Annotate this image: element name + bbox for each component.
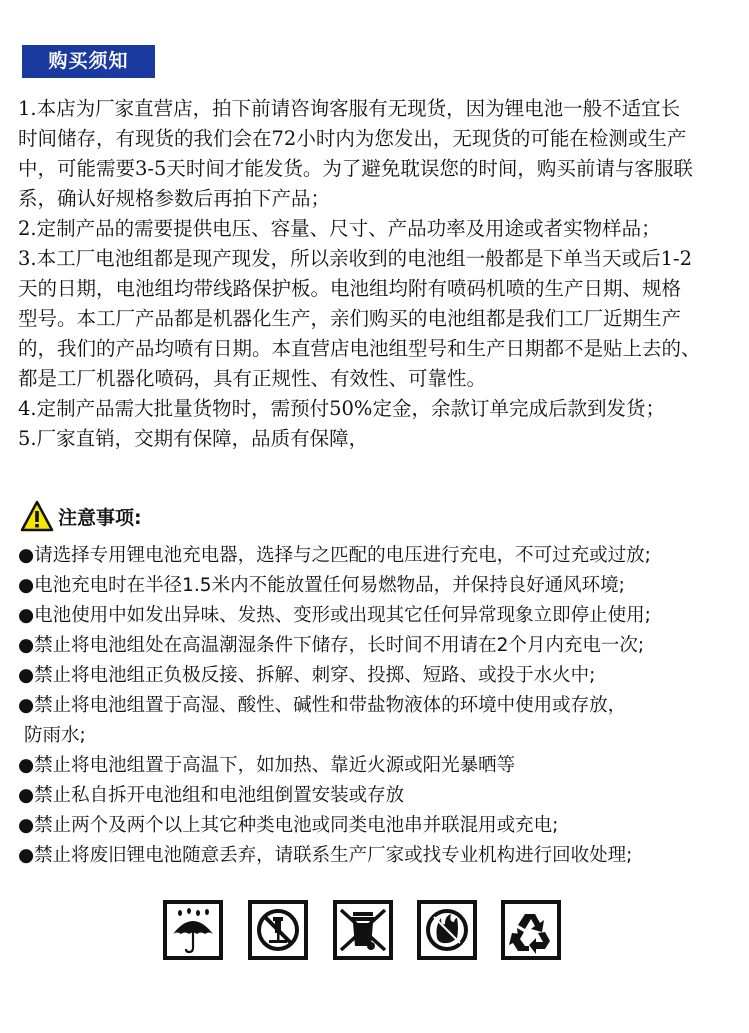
no-fire-icon	[417, 900, 477, 960]
notice-line: 的，我们的产品均喷有日期。本直营店电池组型号和生产日期都不是贴上去的、	[18, 337, 701, 360]
section-title-purchase-notice: 购买须知	[22, 45, 155, 78]
recycle-icon	[501, 900, 561, 960]
caution-item: ●请选择专用锂电池充电器，选择与之匹配的电压进行充电，不可过充或过放;	[18, 545, 651, 566]
no-disassembly-icon	[248, 900, 308, 960]
caution-item: ●禁止将电池组置于高温下，如加热、靠近火源或阳光暴晒等	[18, 755, 516, 776]
caution-item: ●电池使用中如发出异味、发热、变形或出现其它任何异常现象立即停止使用;	[18, 605, 651, 626]
no-trash-bin-icon	[333, 900, 393, 960]
notice-line: 1.本店为厂家直营店，拍下前请咨询客服有无现货，因为锂电池一般不适宜长	[18, 97, 681, 120]
notice-line: 系，确认好规格参数后再拍下产品；	[18, 187, 331, 210]
caution-item: ●禁止将电池组置于高湿、酸性、碱性和带盐物液体的环境中使用或存放，	[18, 695, 627, 716]
notice-line: 3.本工厂电池组都是现产现发，所以亲收到的电池组一般都是下单当天或后1-2	[18, 247, 693, 270]
cautions-title: 注意事项:	[58, 506, 142, 529]
warning-triangle-icon	[20, 500, 54, 532]
caution-item: ●禁止私自拆开电池组和电池组倒置安装或存放	[18, 785, 405, 806]
caution-item: ●禁止将废旧锂电池随意丢弃，请联系生产厂家或找专业机构进行回收处理;	[18, 845, 633, 866]
keep-dry-umbrella-icon	[163, 900, 223, 960]
caution-item: ●电池充电时在半径1.5米内不能放置任何易燃物品，并保持良好通风环境;	[18, 575, 625, 596]
notice-line: 时间储存，有现货的我们会在72小时内为您发出，无现货的可能在检测或生产	[18, 127, 687, 150]
notice-line: 都是工厂机器化喷码，具有正规性、有效性、可靠性。	[18, 367, 487, 390]
notice-line: 4.定制产品需大批量货物时，需预付50%定金，余款订单完成后款到发货；	[18, 397, 665, 420]
caution-item: ●禁止将电池组正负极反接、拆解、刺穿、投掷、短路、或投于水火中;	[18, 665, 596, 686]
purchase-notice-text	[18, 94, 738, 454]
notice-line: 5.厂家直销，交期有保障，品质有保障，	[18, 427, 369, 450]
notice-line: 中，可能需要3-5天时间才能发货。为了避免耽误您的时间，购买前请与客服联	[18, 157, 693, 180]
notice-line: 型号。本工厂产品都是机器化生产，亲们购买的电池组都是我们工厂近期生产	[18, 307, 682, 330]
caution-item: ●禁止两个及两个以上其它种类电池或同类电池串并联混用或充电;	[18, 815, 559, 836]
caution-item-continuation: 防雨水;	[24, 725, 86, 746]
caution-item: ●禁止将电池组处在高温潮湿条件下储存，长时间不用请在2个月内充电一次;	[18, 635, 645, 656]
notice-line: 天的日期，电池组均带线路保护板。电池组均附有喷码机喷的生产日期、规格	[18, 277, 682, 300]
cautions-heading	[20, 499, 142, 533]
cautions-list	[18, 541, 743, 871]
notice-line: 2.定制产品的需要提供电压、容量、尺寸、产品功率及用途或者实物样品；	[18, 217, 661, 240]
